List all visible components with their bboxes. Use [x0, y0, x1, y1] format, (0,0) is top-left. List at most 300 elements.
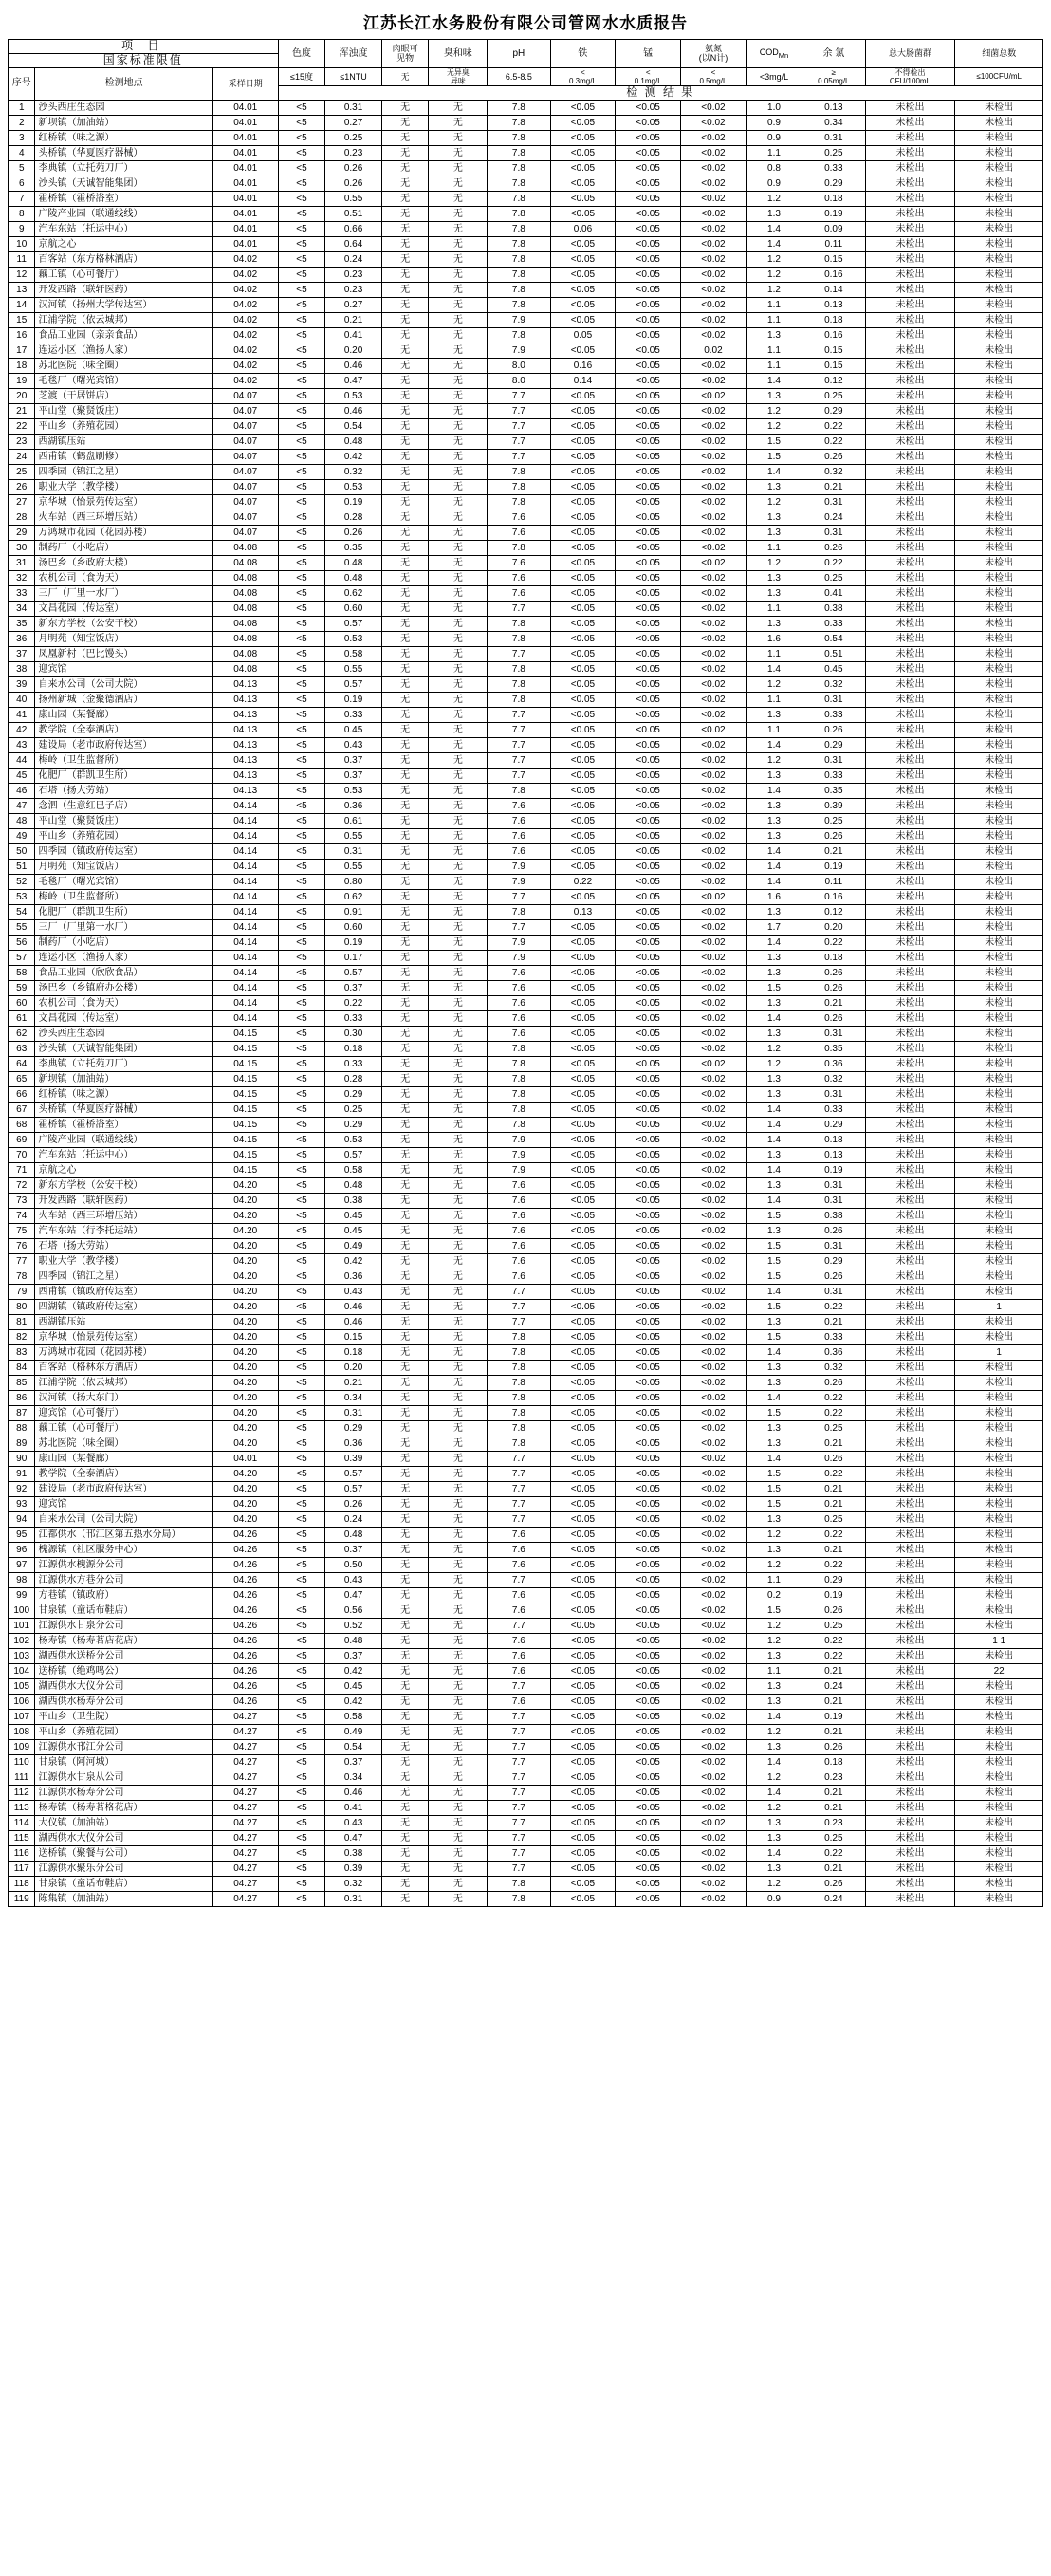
row-color: <5 — [278, 1603, 325, 1618]
row-chlorine: 0.21 — [802, 1785, 865, 1800]
row-coliform: 未检出 — [865, 1739, 955, 1754]
row-iron: <0.05 — [550, 1618, 616, 1633]
row-turbidity: 0.43 — [325, 1572, 381, 1587]
row-visible: 无 — [381, 1785, 429, 1800]
row-manganese: <0.05 — [616, 1086, 681, 1102]
row-manganese: <0.05 — [616, 1800, 681, 1815]
row-site: 送桥镇（聚餐与公司） — [35, 1845, 212, 1861]
row-site: 江源供水甘泉从公司 — [35, 1770, 212, 1785]
row-codmn: 0.2 — [746, 1587, 802, 1603]
row-ammonia: <0.02 — [681, 889, 747, 904]
row-codmn: 1.5 — [746, 980, 802, 995]
table-row — [9, 1830, 1043, 1845]
row-bacteria: 未检出 — [955, 1542, 1043, 1557]
row-date: 04.14 — [212, 1010, 278, 1026]
row-date: 04.07 — [212, 418, 278, 434]
row-ph: 7.7 — [488, 1451, 550, 1466]
row-ph: 7.6 — [488, 1557, 550, 1572]
row-odor: 无 — [429, 1800, 488, 1815]
row-visible: 无 — [381, 358, 429, 373]
row-odor: 无 — [429, 1390, 488, 1405]
row-bacteria: 未检出 — [955, 585, 1043, 601]
row-no: 35 — [9, 616, 35, 631]
row-site: 西甫镇（鹤盘刷修） — [35, 449, 212, 464]
row-no: 32 — [9, 570, 35, 585]
row-iron: <0.05 — [550, 1284, 616, 1299]
row-visible: 无 — [381, 1694, 429, 1709]
row-color: <5 — [278, 950, 325, 965]
row-iron: <0.05 — [550, 1177, 616, 1193]
row-bacteria: 未检出 — [955, 312, 1043, 327]
row-no: 4 — [9, 145, 35, 160]
row-manganese: <0.05 — [616, 859, 681, 874]
row-bacteria: 未检出 — [955, 692, 1043, 707]
row-codmn: 1.1 — [746, 1663, 802, 1678]
row-ammonia: <0.02 — [681, 1102, 747, 1117]
row-no: 112 — [9, 1785, 35, 1800]
row-color: <5 — [278, 267, 325, 282]
row-turbidity: 0.56 — [325, 1603, 381, 1618]
row-odor: 无 — [429, 1269, 488, 1284]
row-odor: 无 — [429, 1694, 488, 1709]
row-odor: 无 — [429, 722, 488, 737]
row-no: 71 — [9, 1162, 35, 1177]
row-color: <5 — [278, 1891, 325, 1906]
row-iron: <0.05 — [550, 1071, 616, 1086]
row-color: <5 — [278, 1466, 325, 1481]
row-ph: 7.8 — [488, 160, 550, 176]
row-bacteria: 1 — [955, 1299, 1043, 1314]
row-ph: 7.7 — [488, 403, 550, 418]
row-color: <5 — [278, 1754, 325, 1770]
row-color: <5 — [278, 707, 325, 722]
row-chlorine: 0.18 — [802, 1132, 865, 1147]
row-bacteria: 未检出 — [955, 874, 1043, 889]
row-chlorine: 0.38 — [802, 1208, 865, 1223]
row-color: <5 — [278, 206, 325, 221]
row-chlorine: 0.13 — [802, 100, 865, 115]
row-turbidity: 0.22 — [325, 995, 381, 1010]
row-odor: 无 — [429, 1451, 488, 1466]
row-date: 04.14 — [212, 843, 278, 859]
row-ammonia: <0.02 — [681, 874, 747, 889]
row-color: <5 — [278, 282, 325, 297]
row-turbidity: 0.43 — [325, 1815, 381, 1830]
row-ph: 7.7 — [488, 1678, 550, 1694]
row-ammonia: <0.02 — [681, 145, 747, 160]
row-visible: 无 — [381, 1193, 429, 1208]
row-ammonia: <0.02 — [681, 843, 747, 859]
row-turbidity: 0.45 — [325, 1223, 381, 1238]
row-color: <5 — [278, 464, 325, 479]
row-coliform: 未检出 — [865, 768, 955, 783]
row-ammonia: <0.02 — [681, 1193, 747, 1208]
row-date: 04.20 — [212, 1284, 278, 1299]
row-color: <5 — [278, 1071, 325, 1086]
table-row — [9, 494, 1043, 510]
row-coliform: 未检出 — [865, 1876, 955, 1891]
row-iron: <0.05 — [550, 525, 616, 540]
row-iron: <0.05 — [550, 1344, 616, 1360]
row-coliform: 未检出 — [865, 935, 955, 950]
row-codmn: 1.1 — [746, 297, 802, 312]
row-date: 04.15 — [212, 1132, 278, 1147]
row-ph: 7.8 — [488, 251, 550, 267]
row-manganese: <0.05 — [616, 1299, 681, 1314]
row-iron: <0.05 — [550, 965, 616, 980]
row-turbidity: 0.36 — [325, 798, 381, 813]
row-date: 04.27 — [212, 1739, 278, 1754]
row-visible: 无 — [381, 510, 429, 525]
row-manganese: <0.05 — [616, 1572, 681, 1587]
row-ammonia: <0.02 — [681, 100, 747, 115]
row-site: 建设局（老市政府传达室） — [35, 1481, 212, 1496]
row-odor: 无 — [429, 828, 488, 843]
row-coliform: 未检出 — [865, 1451, 955, 1466]
row-date: 04.08 — [212, 631, 278, 646]
header-col-color: 色度 — [278, 40, 325, 68]
row-color: <5 — [278, 1390, 325, 1405]
row-coliform: 未检出 — [865, 737, 955, 752]
row-ammonia: <0.02 — [681, 525, 747, 540]
row-chlorine: 0.26 — [802, 980, 865, 995]
row-manganese: <0.05 — [616, 661, 681, 676]
row-iron: <0.05 — [550, 115, 616, 130]
row-date: 04.01 — [212, 206, 278, 221]
row-odor: 无 — [429, 1208, 488, 1223]
row-odor: 无 — [429, 631, 488, 646]
row-coliform: 未检出 — [865, 1481, 955, 1496]
row-iron: <0.05 — [550, 1709, 616, 1724]
row-manganese: <0.05 — [616, 1830, 681, 1845]
row-ph: 7.8 — [488, 616, 550, 631]
row-odor: 无 — [429, 1284, 488, 1299]
row-chlorine: 0.25 — [802, 813, 865, 828]
row-site: 西甫镇（镇政府传达室） — [35, 1284, 212, 1299]
row-chlorine: 0.25 — [802, 570, 865, 585]
row-codmn: 1.4 — [746, 236, 802, 251]
row-ammonia: <0.02 — [681, 1603, 747, 1618]
row-codmn: 1.2 — [746, 1618, 802, 1633]
row-turbidity: 0.60 — [325, 601, 381, 616]
row-no: 84 — [9, 1360, 35, 1375]
table-row — [9, 1086, 1043, 1102]
row-visible: 无 — [381, 1663, 429, 1678]
row-codmn: 1.5 — [746, 1466, 802, 1481]
row-chlorine: 0.25 — [802, 1618, 865, 1633]
row-bacteria: 未检出 — [955, 1147, 1043, 1162]
row-chlorine: 0.34 — [802, 115, 865, 130]
row-turbidity: 0.58 — [325, 1709, 381, 1724]
row-bacteria: 未检出 — [955, 813, 1043, 828]
row-codmn: 1.3 — [746, 1511, 802, 1527]
row-turbidity: 0.29 — [325, 1117, 381, 1132]
row-iron: <0.05 — [550, 1557, 616, 1572]
row-iron: <0.05 — [550, 889, 616, 904]
row-coliform: 未检出 — [865, 282, 955, 297]
row-chlorine: 0.21 — [802, 1314, 865, 1329]
row-codmn: 1.4 — [746, 1845, 802, 1861]
row-ph: 7.6 — [488, 1177, 550, 1193]
row-codmn: 1.3 — [746, 904, 802, 919]
row-odor: 无 — [429, 373, 488, 388]
row-ammonia: <0.02 — [681, 1694, 747, 1709]
row-manganese: <0.05 — [616, 540, 681, 555]
row-manganese: <0.05 — [616, 843, 681, 859]
row-chlorine: 0.14 — [802, 282, 865, 297]
row-site: 四季园（锦江之星） — [35, 1269, 212, 1284]
row-odor: 无 — [429, 1071, 488, 1086]
row-manganese: <0.05 — [616, 1420, 681, 1436]
row-odor: 无 — [429, 130, 488, 145]
row-odor: 无 — [429, 1527, 488, 1542]
header-col-iron: 铁 — [550, 40, 616, 68]
row-date: 04.14 — [212, 798, 278, 813]
row-turbidity: 0.28 — [325, 1071, 381, 1086]
row-date: 04.01 — [212, 176, 278, 191]
row-manganese: <0.05 — [616, 585, 681, 601]
row-ammonia: <0.02 — [681, 1800, 747, 1815]
row-no: 24 — [9, 449, 35, 464]
row-chlorine: 0.32 — [802, 1071, 865, 1086]
row-visible: 无 — [381, 874, 429, 889]
row-bacteria: 22 — [955, 1663, 1043, 1678]
row-manganese: <0.05 — [616, 1436, 681, 1451]
row-site: 江源供水甘泉分公司 — [35, 1618, 212, 1633]
table-row — [9, 737, 1043, 752]
row-manganese: <0.05 — [616, 1709, 681, 1724]
row-color: <5 — [278, 1056, 325, 1071]
row-turbidity: 0.51 — [325, 206, 381, 221]
row-chlorine: 0.21 — [802, 1861, 865, 1876]
row-site: 平山堂（聚贤饭庄） — [35, 813, 212, 828]
row-ammonia: <0.02 — [681, 1466, 747, 1481]
row-odor: 无 — [429, 798, 488, 813]
row-visible: 无 — [381, 1739, 429, 1754]
row-visible: 无 — [381, 995, 429, 1010]
row-site: 汤巴乡（乡镇府办公楼） — [35, 980, 212, 995]
row-visible: 无 — [381, 1709, 429, 1724]
row-ammonia: <0.02 — [681, 130, 747, 145]
row-date: 04.14 — [212, 919, 278, 935]
row-coliform: 未检出 — [865, 904, 955, 919]
row-ammonia: <0.02 — [681, 1754, 747, 1770]
row-ph: 7.8 — [488, 297, 550, 312]
row-iron: <0.05 — [550, 1390, 616, 1405]
row-color: <5 — [278, 1724, 325, 1739]
row-bacteria: 未检出 — [955, 1162, 1043, 1177]
table-row — [9, 1420, 1043, 1436]
row-manganese: <0.05 — [616, 1785, 681, 1800]
table-row — [9, 1511, 1043, 1527]
row-codmn: 1.2 — [746, 282, 802, 297]
row-turbidity: 0.21 — [325, 1375, 381, 1390]
row-visible: 无 — [381, 661, 429, 676]
row-iron: <0.05 — [550, 859, 616, 874]
row-ph: 7.7 — [488, 449, 550, 464]
row-odor: 无 — [429, 1117, 488, 1132]
row-visible: 无 — [381, 130, 429, 145]
row-color: <5 — [278, 236, 325, 251]
row-turbidity: 0.58 — [325, 1162, 381, 1177]
row-visible: 无 — [381, 1086, 429, 1102]
row-turbidity: 0.33 — [325, 707, 381, 722]
row-bacteria: 未检出 — [955, 1329, 1043, 1344]
row-site: 苏北医院（味全圈） — [35, 1436, 212, 1451]
row-site: 连运小区（渔扬人家） — [35, 950, 212, 965]
row-iron: <0.05 — [550, 828, 616, 843]
row-visible: 无 — [381, 616, 429, 631]
row-color: <5 — [278, 1375, 325, 1390]
row-manganese: <0.05 — [616, 1269, 681, 1284]
row-no: 70 — [9, 1147, 35, 1162]
row-color: <5 — [278, 449, 325, 464]
row-chlorine: 0.26 — [802, 1223, 865, 1238]
row-chlorine: 0.23 — [802, 1815, 865, 1830]
row-codmn: 1.5 — [746, 1405, 802, 1420]
row-ammonia: <0.02 — [681, 676, 747, 692]
row-site: 头桥镇（华夏医疗器械） — [35, 1102, 212, 1117]
row-date: 04.07 — [212, 464, 278, 479]
row-chlorine: 0.11 — [802, 874, 865, 889]
row-bacteria: 未检出 — [955, 661, 1043, 676]
row-ph: 7.9 — [488, 343, 550, 358]
table-row — [9, 1572, 1043, 1587]
row-codmn: 1.3 — [746, 206, 802, 221]
row-no: 39 — [9, 676, 35, 692]
row-turbidity: 0.39 — [325, 1451, 381, 1466]
limit-color: ≤15度 — [278, 67, 325, 85]
row-codmn: 1.3 — [746, 768, 802, 783]
limit-ph: 6.5-8.5 — [488, 67, 550, 85]
row-ph: 7.6 — [488, 1010, 550, 1026]
row-visible: 无 — [381, 1223, 429, 1238]
row-date: 04.08 — [212, 540, 278, 555]
row-chlorine: 0.22 — [802, 1299, 865, 1314]
row-ammonia: <0.02 — [681, 1405, 747, 1420]
row-site: 杨寿镇（杨寿茗格花店） — [35, 1800, 212, 1815]
row-coliform: 未检出 — [865, 1754, 955, 1770]
row-bacteria: 未检出 — [955, 1026, 1043, 1041]
header-col-no: 序号 — [9, 67, 35, 100]
row-ph: 7.6 — [488, 828, 550, 843]
row-manganese: <0.05 — [616, 206, 681, 221]
row-color: <5 — [278, 692, 325, 707]
row-bacteria: 未检出 — [955, 373, 1043, 388]
row-bacteria: 未检出 — [955, 100, 1043, 115]
row-ph: 7.8 — [488, 1117, 550, 1132]
row-coliform: 未检出 — [865, 100, 955, 115]
row-manganese: <0.05 — [616, 813, 681, 828]
row-ph: 7.7 — [488, 1845, 550, 1861]
table-row — [9, 1390, 1043, 1405]
row-chlorine: 0.31 — [802, 1026, 865, 1041]
row-odor: 无 — [429, 1709, 488, 1724]
row-coliform: 未检出 — [865, 236, 955, 251]
row-chlorine: 0.29 — [802, 403, 865, 418]
row-bacteria: 未检出 — [955, 1845, 1043, 1861]
row-no: 51 — [9, 859, 35, 874]
row-chlorine: 0.19 — [802, 1587, 865, 1603]
row-bacteria: 未检出 — [955, 601, 1043, 616]
row-no: 102 — [9, 1633, 35, 1648]
row-color: <5 — [278, 1709, 325, 1724]
row-manganese: <0.05 — [616, 950, 681, 965]
row-no: 44 — [9, 752, 35, 768]
row-ammonia: <0.02 — [681, 1436, 747, 1451]
row-ph: 7.7 — [488, 752, 550, 768]
row-visible: 无 — [381, 267, 429, 282]
row-visible: 无 — [381, 206, 429, 221]
row-odor: 无 — [429, 1162, 488, 1177]
row-chlorine: 0.21 — [802, 995, 865, 1010]
row-turbidity: 0.36 — [325, 1269, 381, 1284]
row-ph: 7.7 — [488, 1314, 550, 1329]
row-iron: <0.05 — [550, 631, 616, 646]
row-coliform: 未检出 — [865, 783, 955, 798]
row-chlorine: 0.26 — [802, 722, 865, 737]
row-color: <5 — [278, 525, 325, 540]
row-date: 04.01 — [212, 130, 278, 145]
row-color: <5 — [278, 1845, 325, 1861]
row-iron: <0.05 — [550, 1466, 616, 1481]
row-manganese: <0.05 — [616, 236, 681, 251]
row-visible: 无 — [381, 798, 429, 813]
row-ammonia: <0.02 — [681, 540, 747, 555]
row-color: <5 — [278, 297, 325, 312]
row-bacteria: 未检出 — [955, 570, 1043, 585]
row-turbidity: 0.34 — [325, 1770, 381, 1785]
row-no: 100 — [9, 1603, 35, 1618]
row-odor: 无 — [429, 1663, 488, 1678]
row-bacteria: 未检出 — [955, 130, 1043, 145]
row-site: 方巷镇（镇政府） — [35, 1587, 212, 1603]
row-no: 87 — [9, 1405, 35, 1420]
row-codmn: 0.8 — [746, 160, 802, 176]
row-color: <5 — [278, 828, 325, 843]
table-row — [9, 221, 1043, 236]
row-ammonia: <0.02 — [681, 1253, 747, 1269]
row-site: 万鸿城市花园（花园苏楼） — [35, 525, 212, 540]
row-codmn: 1.2 — [746, 1770, 802, 1785]
row-ph: 7.6 — [488, 1542, 550, 1557]
row-visible: 无 — [381, 1481, 429, 1496]
row-odor: 无 — [429, 1678, 488, 1694]
row-manganese: <0.05 — [616, 1177, 681, 1193]
row-odor: 无 — [429, 813, 488, 828]
row-color: <5 — [278, 1102, 325, 1117]
row-bacteria: 未检出 — [955, 919, 1043, 935]
row-chlorine: 0.31 — [802, 494, 865, 510]
row-manganese: <0.05 — [616, 1815, 681, 1830]
row-manganese: <0.05 — [616, 510, 681, 525]
row-manganese: <0.05 — [616, 464, 681, 479]
row-iron: <0.05 — [550, 798, 616, 813]
row-site: 康山园（某餐廊） — [35, 1451, 212, 1466]
row-ammonia: <0.02 — [681, 388, 747, 403]
row-coliform: 未检出 — [865, 1694, 955, 1709]
row-ph: 7.8 — [488, 282, 550, 297]
row-odor: 无 — [429, 1314, 488, 1329]
row-date: 04.27 — [212, 1830, 278, 1845]
row-codmn: 1.5 — [746, 1299, 802, 1314]
row-ph: 7.7 — [488, 737, 550, 752]
row-bacteria: 未检出 — [955, 1253, 1043, 1269]
row-ph: 7.6 — [488, 813, 550, 828]
row-manganese: <0.05 — [616, 1390, 681, 1405]
row-turbidity: 0.41 — [325, 327, 381, 343]
row-coliform: 未检出 — [865, 221, 955, 236]
